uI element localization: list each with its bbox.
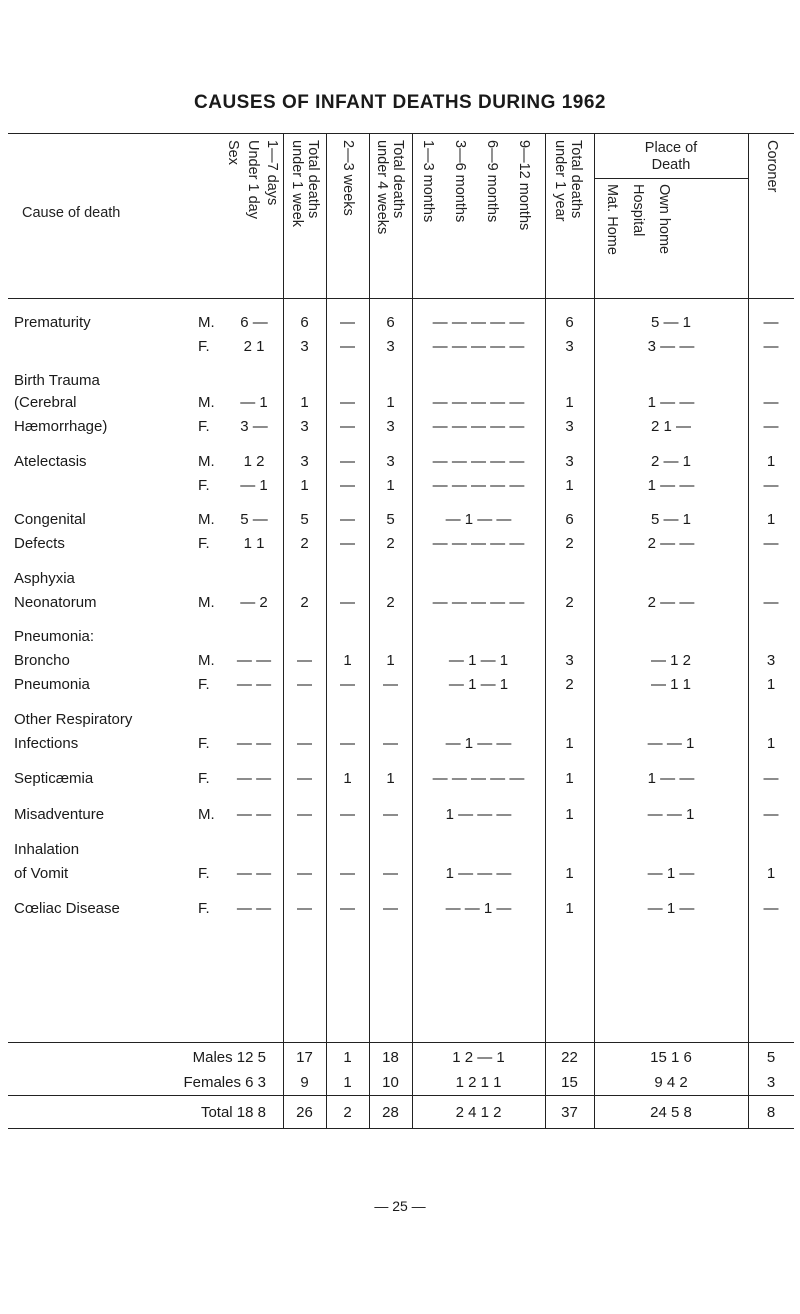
cell-ty: 3 — [565, 418, 574, 435]
col-sep — [369, 134, 370, 1128]
cell-w23: — — [340, 806, 355, 823]
cell-months: — — — — — — [432, 453, 525, 470]
cell-cause: Prematurity — [14, 314, 91, 331]
cell-sex: F. — [198, 900, 210, 917]
cell-ty: 2 — [565, 535, 574, 552]
total-cor: 5 — [766, 1049, 776, 1066]
cell-cause: Other Respiratory — [14, 711, 133, 728]
cell-place: 5 — 1 — [650, 511, 692, 528]
header-under-1-day: Under 1 day — [245, 140, 261, 219]
cell-months: — 1 — 1 — [448, 676, 509, 693]
cell-cause: Defects — [14, 535, 65, 552]
cell-t4w: 1 — [386, 477, 395, 494]
cell-sex: F. — [198, 770, 210, 787]
cell-tw: — — [297, 735, 312, 752]
cell-tw: 3 — [300, 338, 309, 355]
header-bottom-rule — [8, 298, 794, 299]
total-cor: 8 — [766, 1104, 776, 1121]
cell-t4w: — — [383, 865, 398, 882]
header-2-3-weeks: 2—3 weeks — [340, 140, 356, 216]
total-t4w: 28 — [382, 1104, 399, 1121]
cell-days: — 1 — [240, 394, 268, 411]
total-months: 1 2 1 1 — [455, 1074, 502, 1091]
cell-t4w: 1 — [386, 770, 395, 787]
total-t4w: 18 — [382, 1049, 399, 1066]
cell-t4w: — — [383, 806, 398, 823]
header-3-6-months: 3—6 months — [452, 140, 468, 223]
cell-days: — — — [236, 676, 272, 693]
cell-w23: — — [340, 338, 355, 355]
cell-cor: — — [763, 314, 779, 331]
cell-cause: of Vomit — [14, 865, 69, 882]
cell-tw: — — [297, 770, 312, 787]
cell-place: — — 1 — [647, 806, 695, 823]
cell-t4w: 5 — [386, 511, 395, 528]
cell-cor: — — [763, 338, 779, 355]
total-place: 9 4 2 — [654, 1074, 688, 1091]
col-sep — [748, 134, 749, 1128]
header-1-3-months: 1—3 months — [420, 140, 436, 223]
cell-ty: 1 — [565, 865, 574, 882]
total-w23: 1 — [343, 1074, 352, 1091]
total-t4w: 10 — [382, 1074, 399, 1091]
cell-tw: — — [297, 652, 312, 669]
cell-cause: Hæmorrhage) — [14, 418, 108, 435]
cell-sex: F. — [198, 477, 210, 494]
cell-sex: M. — [198, 511, 215, 528]
cell-t4w: 3 — [386, 453, 395, 470]
cell-ty: 1 — [565, 806, 574, 823]
cell-ty: 1 — [565, 900, 574, 917]
cell-w23: 1 — [343, 652, 352, 669]
cell-days: 1 2 — [243, 453, 265, 470]
cell-w23: — — [340, 676, 355, 693]
page-number: — 25 — — [374, 1198, 426, 1214]
col-sep — [283, 134, 284, 1128]
cell-cause: Broncho — [14, 652, 70, 669]
cell-t4w: — — [383, 735, 398, 752]
cell-ty: 2 — [565, 676, 574, 693]
header-total-under-4-weeks: Total deaths under 4 weeks — [374, 140, 406, 235]
cell-days: — — — [236, 865, 272, 882]
cell-place: — 1 1 — [650, 676, 692, 693]
cell-w23: 1 — [343, 770, 352, 787]
cell-ty: 3 — [565, 652, 574, 669]
cell-days: 5 — — [240, 511, 268, 528]
total-place: 15 1 6 — [650, 1049, 692, 1066]
cell-tw: 6 — [300, 314, 309, 331]
cell-months: — 1 — — — [445, 511, 512, 528]
total-months: 1 2 — 1 — [452, 1049, 505, 1066]
cell-cor: 1 — [766, 865, 776, 882]
cell-ty: 3 — [565, 338, 574, 355]
cell-cause: Cœliac Disease — [14, 900, 120, 917]
cell-w23: — — [340, 535, 355, 552]
cell-place: 2 — 1 — [650, 453, 692, 470]
cell-cor: — — [763, 394, 779, 411]
header-6-9-months: 6—9 months — [484, 140, 500, 223]
cell-place: 2 — — — [647, 535, 695, 552]
cell-months: — 1 — 1 — [448, 652, 509, 669]
cell-cause: Infections — [14, 735, 79, 752]
cell-cause: Neonatorum — [14, 594, 97, 611]
total-w23: 2 — [343, 1104, 352, 1121]
cell-place: 2 1 — — [650, 418, 692, 435]
cell-months: — — — — — — [432, 770, 525, 787]
header-sex: Sex — [225, 140, 241, 165]
header-9-12-months: 9—12 months — [516, 140, 532, 231]
cell-months: 1 — — — — [445, 806, 512, 823]
cell-ty: 1 — [565, 735, 574, 752]
total-ty: 37 — [561, 1104, 578, 1121]
cell-sex: F. — [198, 535, 210, 552]
cell-cor: — — [763, 900, 779, 917]
cell-place: 1 — — — [647, 477, 695, 494]
cell-sex: M. — [198, 594, 215, 611]
page-title: CAUSES OF INFANT DEATHS DURING 1962 — [194, 92, 606, 113]
header-mat-home: Mat. Home — [604, 184, 620, 255]
total-w23: 1 — [343, 1049, 352, 1066]
cell-ty: 1 — [565, 394, 574, 411]
cell-w23: — — [340, 453, 355, 470]
cell-cor: — — [763, 418, 779, 435]
col-sep — [412, 134, 413, 1128]
cell-months: — — — — — — [432, 418, 525, 435]
cell-cause: Asphyxia — [14, 570, 75, 587]
cell-w23: — — [340, 511, 355, 528]
col-sep — [594, 134, 595, 1128]
cell-t4w: 2 — [386, 535, 395, 552]
cell-cor: — — [763, 594, 779, 611]
cell-sex: F. — [198, 418, 210, 435]
cell-t4w: 3 — [386, 338, 395, 355]
header-cause: Cause of death — [22, 205, 121, 221]
total-ty: 15 — [561, 1074, 578, 1091]
cell-tw: 3 — [300, 453, 309, 470]
cell-sex: F. — [198, 735, 210, 752]
total-label: Females 6 3 — [183, 1074, 266, 1091]
cell-cor: — — [763, 806, 779, 823]
cell-tw: — — [297, 900, 312, 917]
cell-place: 5 — 1 — [650, 314, 692, 331]
cell-sex: F. — [198, 338, 210, 355]
cell-months: — — — — — — [432, 314, 525, 331]
cell-cor: 3 — [766, 652, 776, 669]
header-total-under-1-year: Total deaths under 1 year — [552, 140, 584, 222]
cell-sex: M. — [198, 394, 215, 411]
cell-days: — — — [236, 770, 272, 787]
cell-ty: 6 — [565, 314, 574, 331]
cell-cor: 1 — [766, 453, 776, 470]
cell-days: — — — [236, 652, 272, 669]
total-place: 24 5 8 — [650, 1104, 692, 1121]
cell-sex: F. — [198, 676, 210, 693]
cell-t4w: — — [383, 676, 398, 693]
cell-w23: — — [340, 594, 355, 611]
cell-place: 3 — — — [647, 338, 695, 355]
cell-w23: — — [340, 477, 355, 494]
totals-bottom-rule — [8, 1095, 794, 1096]
cell-months: — — 1 — — [445, 900, 512, 917]
cell-days: — — — [236, 900, 272, 917]
total-label: Males 12 5 — [192, 1049, 266, 1066]
cell-cause: Pneumonia: — [14, 628, 95, 645]
cell-place: — — 1 — [647, 735, 695, 752]
cell-place: 1 — — — [647, 770, 695, 787]
cell-tw: 2 — [300, 535, 309, 552]
cell-months: — 1 — — — [445, 735, 512, 752]
table-bottom-rule — [8, 1128, 794, 1129]
cell-days: — — — [236, 806, 272, 823]
cell-cause: Misadventure — [14, 806, 105, 823]
cell-tw: 3 — [300, 418, 309, 435]
cell-tw: — — [297, 865, 312, 882]
cell-ty: 6 — [565, 511, 574, 528]
totals-top-rule — [8, 1042, 794, 1043]
cell-cor: 1 — [766, 511, 776, 528]
total-tw: 17 — [296, 1049, 313, 1066]
cell-place: 2 — — — [647, 594, 695, 611]
cell-months: — — — — — — [432, 338, 525, 355]
header-hospital: Hospital — [630, 184, 646, 237]
header-own-home: Own home — [656, 184, 672, 255]
cell-cause: Birth Trauma — [14, 372, 100, 389]
cell-tw: 1 — [300, 394, 309, 411]
cell-w23: — — [340, 735, 355, 752]
header-coroner: Coroner — [764, 140, 780, 193]
cell-t4w: 2 — [386, 594, 395, 611]
cell-days: 1 1 — [243, 535, 265, 552]
cell-days: 3 — — [240, 418, 268, 435]
cell-place: 1 — — — [647, 394, 695, 411]
cell-t4w: 3 — [386, 418, 395, 435]
cell-tw: 5 — [300, 511, 309, 528]
cell-months: 1 — — — — [445, 865, 512, 882]
cell-cause: (Cerebral — [14, 394, 77, 411]
cell-t4w: 1 — [386, 394, 395, 411]
cell-ty: 2 — [565, 594, 574, 611]
header-total-under-1-week: Total deaths under 1 week — [289, 140, 321, 228]
cell-days: — 1 — [240, 477, 268, 494]
cell-cause: Pneumonia — [14, 676, 90, 693]
cell-cause: Atelectasis — [14, 453, 87, 470]
cell-months: — — — — — — [432, 594, 525, 611]
cell-tw: — — [297, 676, 312, 693]
cell-ty: 3 — [565, 453, 574, 470]
cell-tw: — — [297, 806, 312, 823]
cell-place: — 1 — — [647, 865, 695, 882]
total-label: Total 18 8 — [200, 1104, 266, 1121]
cell-ty: 1 — [565, 477, 574, 494]
cell-cor: 1 — [766, 676, 776, 693]
cell-cause: Septicæmia — [14, 770, 94, 787]
cell-months: — — — — — — [432, 477, 525, 494]
cell-days: 2 1 — [243, 338, 265, 355]
header-1-7-days: 1—7 days — [264, 140, 280, 206]
total-months: 2 4 1 2 — [455, 1104, 502, 1121]
cell-sex: F. — [198, 865, 210, 882]
cell-cor: 1 — [766, 735, 776, 752]
cell-w23: — — [340, 314, 355, 331]
cell-ty: 1 — [565, 770, 574, 787]
header-place-of-death: Place of Death — [644, 140, 698, 173]
cell-sex: M. — [198, 314, 215, 331]
cell-t4w: 1 — [386, 652, 395, 669]
cell-cause: Inhalation — [14, 841, 80, 858]
col-sep — [545, 134, 546, 1128]
table-top-rule — [8, 133, 794, 134]
cell-months: — — — — — — [432, 394, 525, 411]
cell-t4w: 6 — [386, 314, 395, 331]
cell-cor: — — [763, 477, 779, 494]
cell-cor: — — [763, 770, 779, 787]
cell-cor: — — [763, 535, 779, 552]
cell-tw: 1 — [300, 477, 309, 494]
cell-sex: M. — [198, 453, 215, 470]
cell-w23: — — [340, 418, 355, 435]
cell-sex: M. — [198, 806, 215, 823]
cell-w23: — — [340, 900, 355, 917]
total-cor: 3 — [766, 1074, 776, 1091]
cell-place: — 1 2 — [650, 652, 692, 669]
total-tw: 9 — [300, 1074, 309, 1091]
cell-t4w: — — [383, 900, 398, 917]
cell-w23: — — [340, 394, 355, 411]
cell-days: — — — [236, 735, 272, 752]
total-ty: 22 — [561, 1049, 578, 1066]
cell-sex: M. — [198, 652, 215, 669]
cell-cause: Congenital — [14, 511, 86, 528]
place-header-rule — [594, 178, 748, 179]
cell-place: — 1 — — [647, 900, 695, 917]
total-tw: 26 — [296, 1104, 313, 1121]
col-sep — [326, 134, 327, 1128]
cell-tw: 2 — [300, 594, 309, 611]
cell-w23: — — [340, 865, 355, 882]
cell-days: — 2 — [240, 594, 268, 611]
cell-months: — — — — — — [432, 535, 525, 552]
cell-days: 6 — — [240, 314, 268, 331]
